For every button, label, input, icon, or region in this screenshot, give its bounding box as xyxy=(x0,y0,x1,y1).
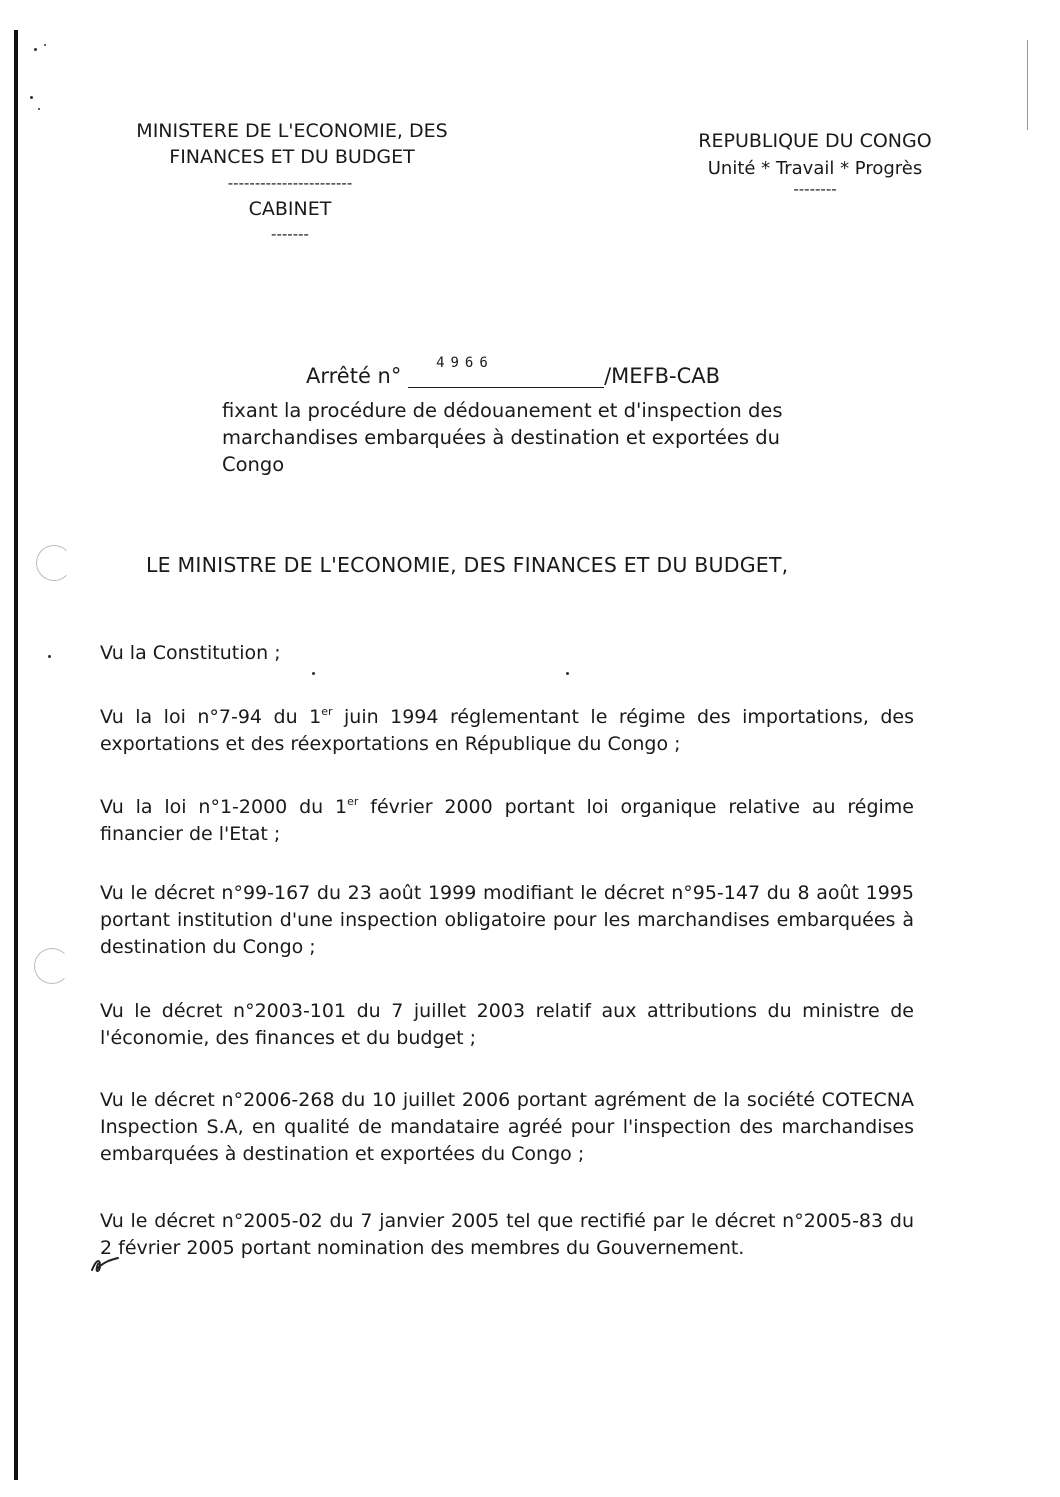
consideration-law-1-2000 xyxy=(100,794,914,848)
scan-speck xyxy=(44,44,46,46)
ordinal-superscript: er xyxy=(347,795,359,808)
arrete-suffix: /MEFB-CAB xyxy=(604,364,721,388)
consideration-decree-2003-101 xyxy=(100,998,914,1052)
consideration-text-part: février 2000 portant loi organique relative au régime financier de l'Etat ; xyxy=(100,796,914,845)
ministry-line-1: MINISTERE DE L'ECONOMIE, DES xyxy=(136,120,448,142)
header-separator: ----------------------- xyxy=(227,174,353,192)
ordinal-superscript: er xyxy=(321,705,333,718)
arrete-reference xyxy=(306,355,721,388)
arrete-number-field xyxy=(408,355,604,388)
handwritten-initials-mark xyxy=(88,1252,128,1278)
consideration-text: Vu la Constitution ; xyxy=(100,642,281,664)
punch-hole-mark xyxy=(36,545,72,581)
consideration-text-part: juin 1994 réglementant le régime des importations, des exportations et des réexportations en République du Congo ; xyxy=(100,706,914,755)
consideration-constitution xyxy=(100,640,914,667)
consideration-text: Vu le décret n°2003-101 du 7 juillet 2003 relatif aux attributions du ministre de l'économie, des finances et du budget ; xyxy=(100,1000,914,1049)
consideration-decree-2006-268 xyxy=(100,1087,914,1168)
minister-title: LE MINISTRE DE L'ECONOMIE, DES FINANCES ET DU BUDGET, xyxy=(146,553,789,577)
consideration-decree-99-167 xyxy=(100,880,914,961)
scan-edge-right xyxy=(1027,40,1028,130)
consideration-decree-2005-02 xyxy=(100,1208,914,1262)
cabinet-separator: ------- xyxy=(271,225,309,243)
scan-speck xyxy=(48,655,51,658)
consideration-law-7-94 xyxy=(100,704,914,758)
ministry-header xyxy=(92,118,492,170)
republic-separator: -------- xyxy=(793,180,837,198)
arrete-prefix: Arrêté n° xyxy=(306,364,402,388)
consideration-text: Vu le décret n°2005-02 du 7 janvier 2005 tel que rectifié par le décret n°2005-83 du 2 février 2005 portant nomination des membres du Gouvernement. xyxy=(100,1210,914,1259)
consideration-text: Vu le décret n°2006-268 du 10 juillet 2006 portant agrément de la société COTECNA Inspection S.A, en qualité de mandataire agréé pour l'inspection des marchandises embarquées à destination et exportées du Congo ; xyxy=(100,1089,914,1165)
scan-edge-left xyxy=(14,30,18,1480)
country-name: REPUBLIQUE DU CONGO xyxy=(698,130,932,152)
consideration-text-part: Vu la loi n°7-94 du 1 xyxy=(100,706,322,728)
arrete-subject: fixant la procédure de dédouanement et d'inspection des marchandises embarquées à destination et exportées du Congo xyxy=(222,399,783,476)
cabinet-label: CABINET xyxy=(248,198,332,220)
republic-header xyxy=(670,128,960,182)
consideration-text xyxy=(100,794,914,848)
scan-speck xyxy=(312,672,315,675)
scan-speck xyxy=(30,96,33,99)
scan-speck xyxy=(566,672,569,675)
ministry-line-2: FINANCES ET DU BUDGET xyxy=(169,146,415,168)
national-motto: Unité * Travail * Progrès xyxy=(707,158,923,179)
consideration-text: Vu le décret n°99-167 du 23 août 1999 modifiant le décret n°95-147 du 8 août 1995 portant institution d'une inspection obligatoire pour les marchandises embarquées à destination du Congo ; xyxy=(100,882,914,958)
scan-speck xyxy=(34,48,37,51)
arrete-number: 4966 xyxy=(436,355,494,371)
consideration-text-part: Vu la loi n°1-2000 du 1 xyxy=(100,796,348,818)
punch-hole-mark xyxy=(34,948,70,984)
consideration-text xyxy=(100,704,914,758)
scan-speck xyxy=(38,108,40,110)
